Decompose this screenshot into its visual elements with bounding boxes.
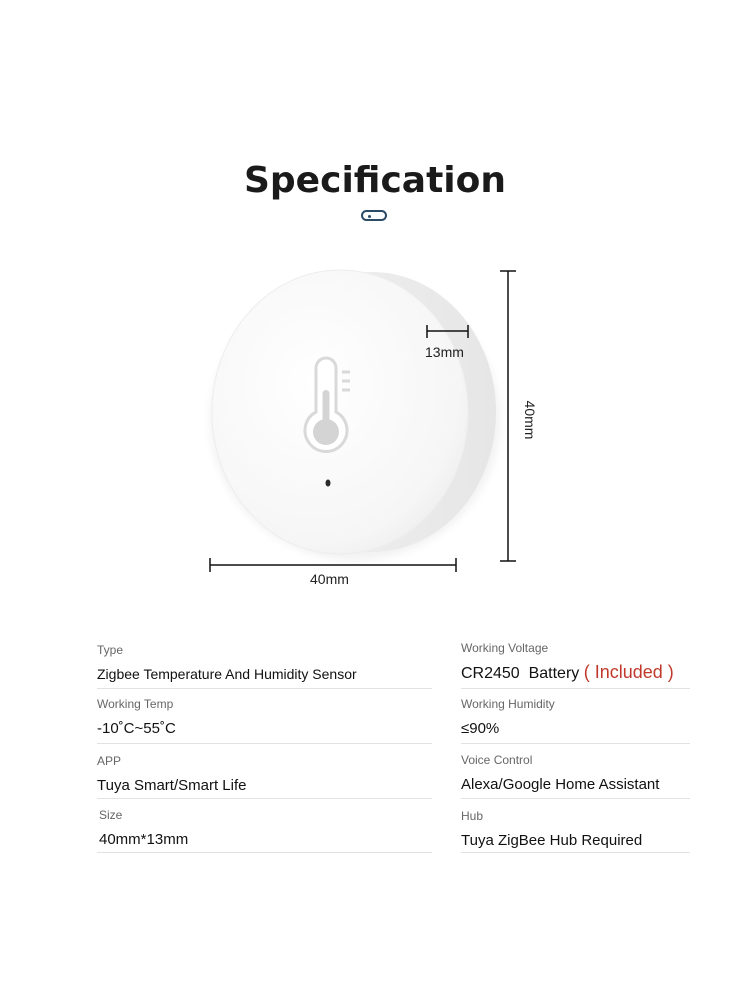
included-note: ( Included ) bbox=[583, 662, 674, 682]
spec-working-temp bbox=[97, 697, 176, 737]
page-title: Specification bbox=[243, 160, 507, 201]
width-dimension-label: 40mm bbox=[310, 571, 349, 587]
spec-app bbox=[97, 754, 247, 794]
spec-label: Hub bbox=[461, 809, 484, 823]
divider bbox=[461, 852, 690, 853]
depth-dimension-label: 13mm bbox=[425, 344, 464, 360]
divider bbox=[97, 798, 432, 799]
voltage-value: CR2450 Battery bbox=[461, 665, 580, 682]
divider bbox=[461, 743, 690, 744]
spec-label: Type bbox=[97, 643, 124, 657]
divider bbox=[97, 688, 432, 689]
spec-value: Tuya Smart/Smart Life bbox=[97, 777, 247, 794]
divider bbox=[97, 743, 432, 744]
divider bbox=[461, 798, 690, 799]
height-dimension-label: 40mm bbox=[522, 400, 538, 440]
spec-label: Working Temp bbox=[97, 697, 174, 711]
spec-label: Working Humidity bbox=[461, 697, 555, 711]
spec-value: -10˚C~55˚C bbox=[97, 720, 176, 737]
spec-hub bbox=[461, 809, 642, 849]
spec-size bbox=[99, 808, 188, 848]
spec-type bbox=[97, 643, 357, 682]
spec-value: Alexa/Google Home Assistant bbox=[461, 776, 660, 793]
spec-value: 40mm*13mm bbox=[99, 831, 189, 848]
spec-value: ≤90% bbox=[461, 720, 500, 737]
spec-label: Voice Control bbox=[461, 753, 533, 767]
sensor-hole bbox=[326, 480, 331, 487]
divider bbox=[461, 688, 690, 689]
spec-label: APP bbox=[97, 754, 122, 768]
spec-value: Zigbee Temperature And Humidity Sensor bbox=[97, 666, 357, 682]
device-face bbox=[212, 270, 468, 554]
spec-label: Working Voltage bbox=[461, 641, 549, 655]
spec-working-humidity bbox=[461, 697, 555, 737]
spec-value: Tuya ZigBee Hub Required bbox=[461, 832, 643, 849]
spec-label: Size bbox=[99, 808, 123, 822]
spec-value bbox=[461, 662, 674, 683]
divider bbox=[97, 852, 432, 853]
spec-working-voltage bbox=[461, 641, 674, 683]
spec-voice-control bbox=[461, 753, 659, 793]
